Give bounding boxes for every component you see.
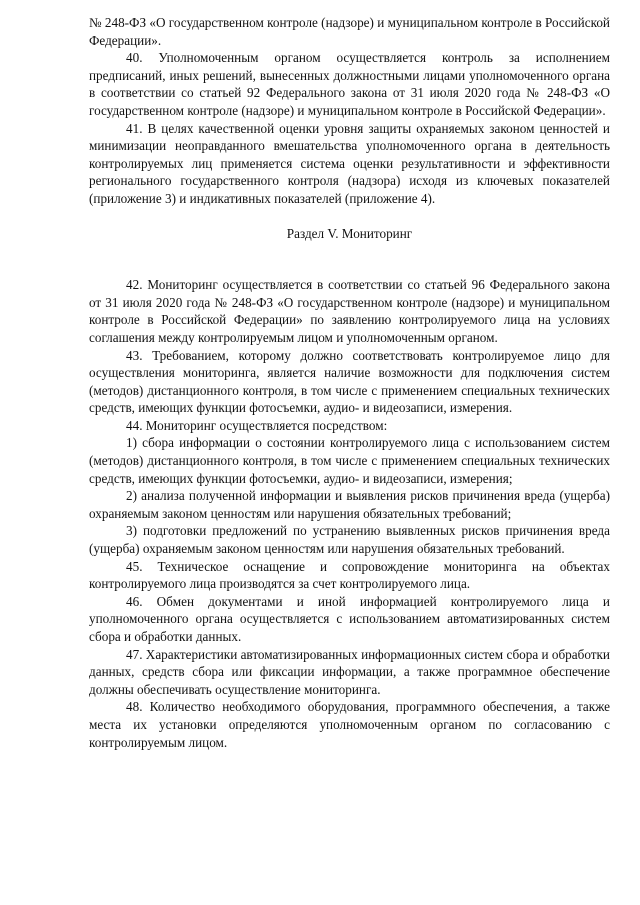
section-heading: Раздел V. Мониторинг [286, 225, 413, 241]
paragraph-continuation: № 248-ФЗ «О государственном контроле (надзоре) и муниципальном контроле в Российской Федерации». [89, 15, 610, 48]
paragraph-46: 46. Обмен документами и иной информацией контролируемого лица и уполномоченного органа осуществляется с использованием автоматизированных систем сбора и обработки данных. [89, 593, 610, 644]
paragraph-41: 41. В целях качественной оценки уровня защиты охраняемых законом ценностей и минимизации неоправданного вмешательства уполномоченного органа в деятельность контролируемых лиц применяется система оценки результативности и эффективности регионального государственного контроля (надзора) исходя из ключевых показателей (приложение 3) и индикативных показателей (приложение 4). [89, 120, 610, 206]
paragraph-43: 43. Требованием, которому должно соответствовать контролируемое лицо для осуществления мониторинга, является наличие возможности для подключения систем (методов) дистанционного контроля, в том числе с применением специальных технических средств, имеющих функции фотосъемки, аудио- и видеозаписи, измерения. [89, 347, 610, 416]
paragraph-45: 45. Техническое оснащение и сопровождение мониторинга на объектах контролируемого лица производятся за счет контролируемого лица. [89, 558, 610, 592]
list-item-44-3: 3) подготовки предложений по устранению выявленных рисков причинения вреда (ущерба) охраняемым законом ценностям или нарушения обязательных требований. [89, 523, 610, 557]
paragraph-48: 48. Количество необходимого оборудования, программного обеспечения, а также места их установки определяются уполномоченным органом по согласованию с контролируемым лицом. [89, 699, 610, 750]
paragraph-44: 44. Мониторинг осуществляется посредством: [126, 417, 388, 433]
document-page [89, 14, 610, 751]
list-item-44-1: 1) сбора информации о состоянии контролируемого лица с использованием систем (методов) дистанционного контроля, в том числе с применением специальных технических средств, имеющих функции фотосъемки, аудио- и видеозаписи, измерения; [89, 435, 610, 486]
paragraph-42: 42. Мониторинг осуществляется в соответствии со статьей 96 Федерального закона от 31 июля 2020 года № 248-ФЗ «О государственном контроле (надзоре) и муниципальном контроле в Российской Федерации» по заявлению контролируемого лица на условиях соглашения между контролируемым лицом и уполномоченным органом. [89, 277, 610, 345]
list-item-44-2: 2) анализа полученной информации и выявления рисков причинения вреда (ущерба) охраняемым законом ценностям или нарушения обязательных требований; [89, 488, 610, 521]
paragraph-47: 47. Характеристики автоматизированных информационных систем сбора и обработки данных, средств сбора или фиксации информации, а также программное обеспечение должны обеспечивать осуществление мониторинга. [89, 646, 610, 697]
paragraph-40: 40. Уполномоченным органом осуществляется контроль за исполнением предписаний, иных решений, вынесенных должностными лицами уполномоченного органа в соответствии со статьей 92 Федерального закона от 31 июля 2020 года № 248-ФЗ «О государственном контроле (надзоре) и муниципальном контроле в Российской Федерации». [89, 50, 610, 118]
